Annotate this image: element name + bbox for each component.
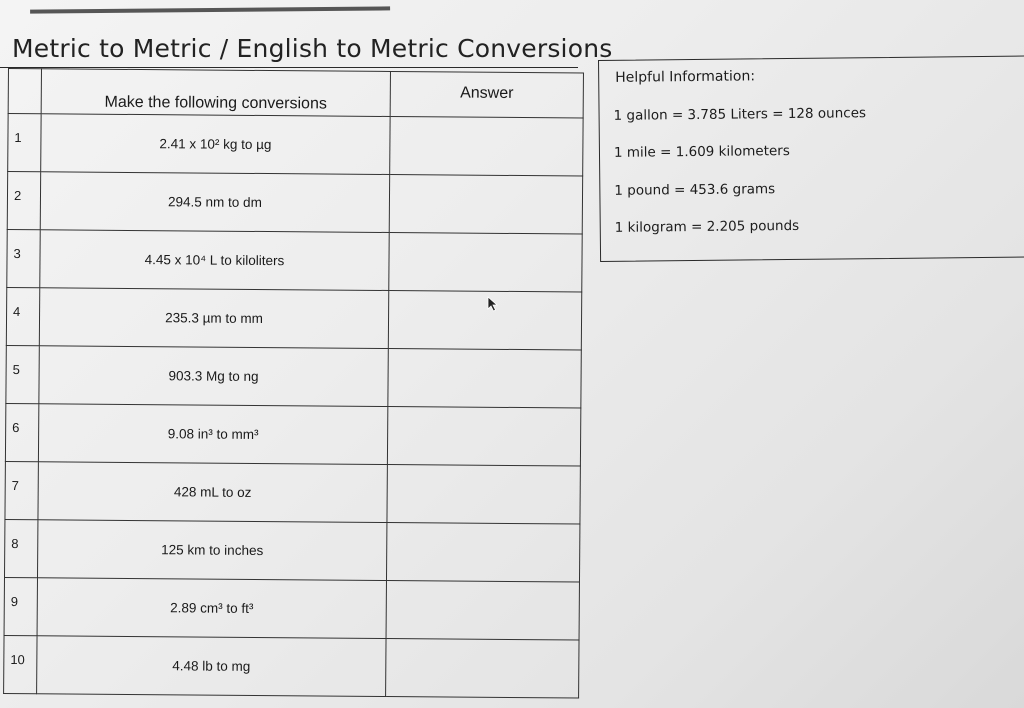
row-number: 5 [6,345,39,403]
answer-column-header: Answer [390,72,583,119]
conversion-fact: 1 gallon = 3.785 Liters = 128 ounces [613,105,867,124]
conversion-problem: 4.48 lb to mg [37,636,386,697]
table-row [7,229,582,292]
answer-cell[interactable] [386,580,579,640]
row-number: 2 [7,172,40,230]
conversion-problem: 2.41 x 10² kg to µg [41,114,390,175]
row-number: 6 [5,403,38,461]
table-row [8,114,583,177]
helpful-information-title: Helpful Information: [615,68,756,86]
conversion-problem: 294.5 nm to dm [40,172,389,233]
helpful-information-box [598,56,1024,262]
conversion-problem: 903.3 Mg to ng [39,346,388,407]
row-number: 8 [4,519,37,577]
page-title: Metric to Metric / English to Metric Conversions [12,34,613,63]
table-row [7,172,582,235]
table-row [6,345,581,408]
answer-cell[interactable] [386,638,579,698]
table-row [4,635,579,698]
conversion-table [3,68,584,699]
conversion-problem: 428 mL to oz [38,462,387,523]
answer-cell[interactable] [389,175,582,235]
table-header-row [8,69,583,119]
answer-cell[interactable] [386,522,579,582]
mouse-pointer-icon [487,296,499,312]
prompt-column-header: Make the following conversions [41,69,390,117]
cropped-heading-fragment [30,0,390,14]
row-number: 1 [8,114,41,172]
conversion-fact: 1 kilogram = 2.205 pounds [614,217,800,236]
answer-cell[interactable] [388,290,581,350]
table-row [5,403,580,466]
table-row [5,461,580,524]
conversion-problem: 125 km to inches [37,520,386,581]
conversion-problem: 4.45 x 10⁴ L to kiloliters [40,230,389,291]
table-row [4,519,579,582]
conversion-fact: 1 mile = 1.609 kilometers [613,142,790,161]
answer-cell[interactable] [388,348,581,408]
answer-cell[interactable] [390,117,583,177]
conversion-fact: 1 pound = 453.6 grams [614,181,776,199]
row-number: 7 [5,461,38,519]
row-number: 3 [7,229,40,287]
answer-cell[interactable] [389,232,582,292]
answer-cell[interactable] [387,464,580,524]
row-number: 10 [4,635,37,693]
number-column-header [8,69,41,114]
table-row [4,577,579,640]
conversion-problem: 2.89 cm³ to ft³ [37,578,386,639]
conversion-problem: 235.3 µm to mm [39,288,388,349]
row-number: 9 [4,577,37,635]
row-number: 4 [6,287,39,345]
answer-cell[interactable] [387,406,580,466]
conversion-problem: 9.08 in³ to mm³ [38,404,387,465]
